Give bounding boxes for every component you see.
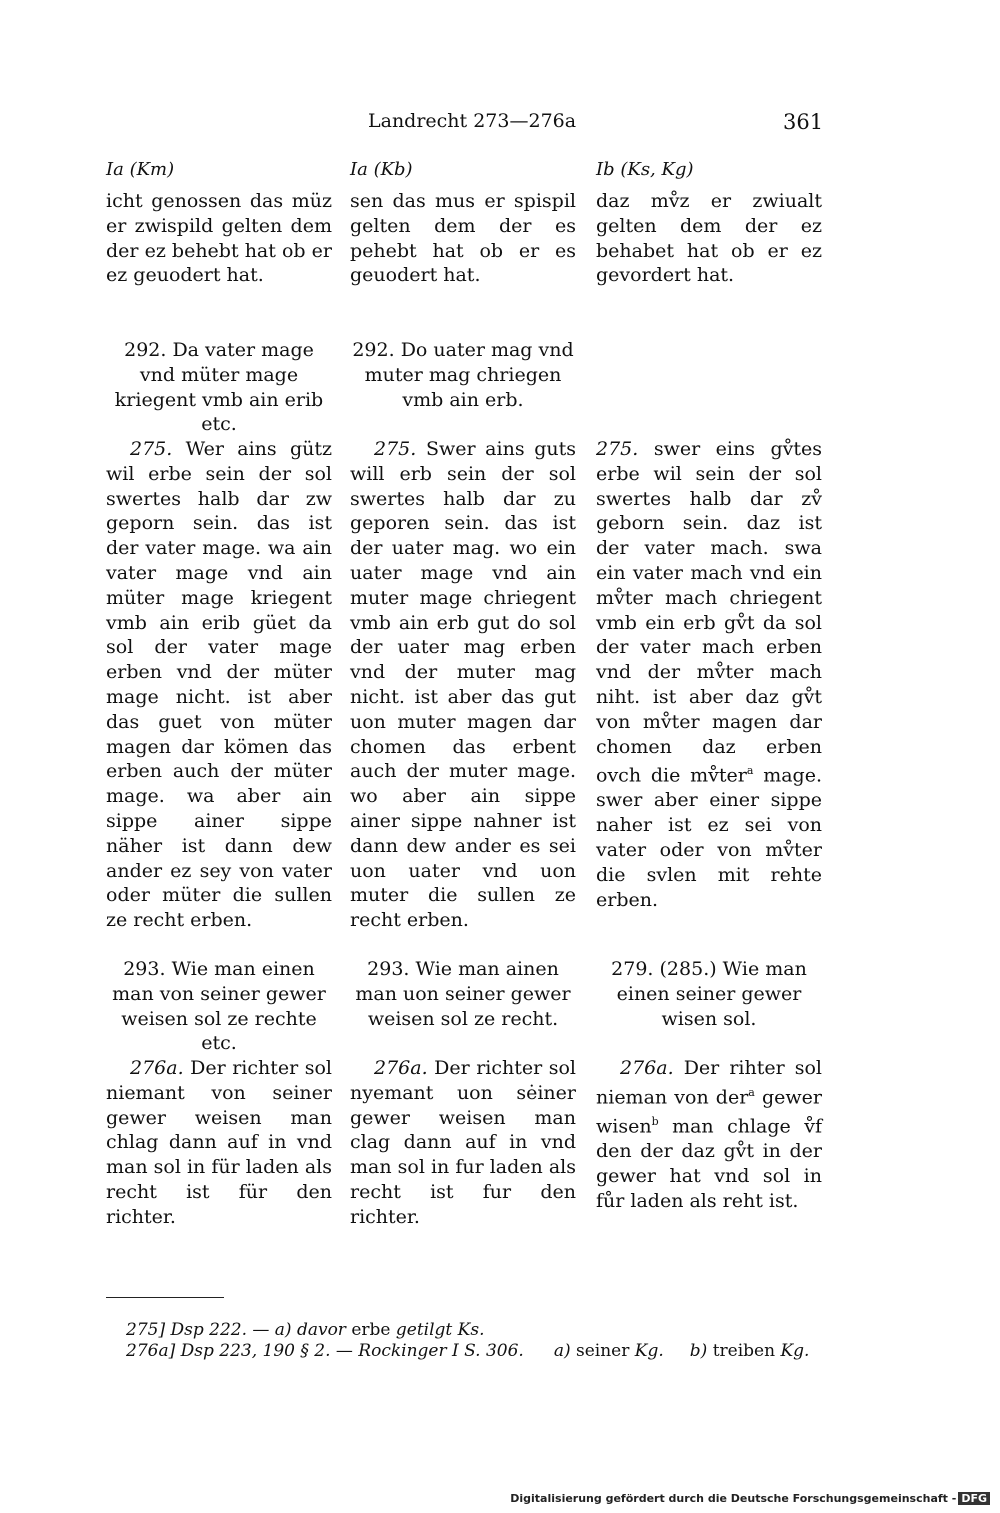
chapter-heading-292: 292. Da vater mage vnd müter mage kriegent vmb ain erib etc.	[114, 339, 324, 436]
column-siglum: Ia (Km)	[106, 159, 175, 180]
article-text: Der rihter sol nieman von der	[596, 1057, 822, 1109]
chapter-heading-293: 293. Wie man ainen man uon seiner gewer weisen sol ze recht.	[355, 958, 571, 1030]
column-siglum: Ib (Ks, Kg)	[596, 159, 694, 180]
running-header	[0, 110, 1000, 140]
dfg-logo: DFG	[958, 1492, 990, 1505]
article-number: 276a.	[130, 1057, 184, 1079]
footnote-276a: 276a] Dsp 223, 190 § 2. — Rockinger I S. 306. a) seiner Kg. b) treiben Kg.	[126, 1341, 810, 1361]
continued-text: icht genossen das müz er zwispild gelten dem der ez behebt hat ob er ez geuodert hat.	[106, 190, 332, 287]
article-text: Der richter sol nyemant uon sėiner gewer weisen man clag dann auf in vnd man sol in fur laden als recht ist fur den richter.	[350, 1057, 576, 1228]
article-number: 276a.	[374, 1057, 428, 1079]
running-title: Landrecht 273—276a	[368, 110, 577, 132]
article-text: gewer wisen	[596, 1086, 822, 1138]
continued-text: sen das mus er spispil gelten dem der es pehebt hat ob er es geuodert hat.	[350, 190, 576, 287]
article-276a	[350, 1056, 576, 1230]
article-275	[350, 437, 576, 933]
article-text: Wer ains gütz wil erbe sein der sol swertes halb dar zw geporn sein. das ist der vater mage. wa ain vater mage vnd ain müter mage kriegent vmb ain erib güet da sol der vater mage erben vnd der müter mage nicht. ist aber das guet von müter magen dar kömen das erben auch der müter mage. wa aber ain sippe ainer sippe näher ist dann dew ander ez sey von vater oder müter die sullen ze recht erben.	[106, 438, 332, 932]
footnote-275: 275] Dsp 222. — a) davor erbe getilgt Ks.	[126, 1320, 485, 1340]
article-text: man chlage v̊f den der daz gv̊t in der gewer hat vnd sol in fůr laden als reht ist.	[596, 1115, 822, 1212]
article-text: swer eins gv̊tes erbe wil sein der sol swertes halb dar zv̊ geborn sein. daz ist der vater mach. swa ein vater mach vnd ein mv̊ter mach chriegent vmb ein erb gv̊t da sol der vater mach erben vnd der mv̊ter mach niht. ist aber daz gv̊t von mv̊ter magen dar chomen daz erben ovch die mv̊ter	[596, 438, 822, 787]
article-276a	[106, 1056, 332, 1230]
article-text: Swer ains guts will erb sein der sol swertes halb dar zu geporen sein. das ist der uater mag. wo ein uater mage vnd ain muter mage chriegent vmb ain erb gut do sol der uater mag erben vnd der muter mag nicht. ist aber das gut uon muter magen dar chomen das erbent auch der muter mage. wo aber ain sippe ainer sippe nahner ist dann dew ander es sei uon uater vnd uon muter die sullen ze recht erben.	[350, 438, 576, 932]
footnote-rule	[106, 1297, 224, 1298]
footnote-marker: b	[651, 1114, 659, 1128]
chapter-heading-293: 293. Wie man einen man von seiner gewer weisen sol ze rechte etc.	[112, 958, 326, 1055]
article-number: 275.	[130, 438, 173, 460]
article-number: 275.	[374, 438, 417, 460]
chapter-heading-279: 279. (285.) Wie man einen seiner gewer wisen sol.	[611, 958, 807, 1030]
digitization-credit: Digitalisierung gefördert durch die Deutsche Forschungsgemeinschaft - DFG	[510, 1492, 990, 1505]
footnote-marker: a	[746, 764, 754, 778]
article-text: Der richter sol niemant von seiner gewer weisen man chlag dann auf in vnd man sol in für laden als recht ist für den richter.	[106, 1057, 332, 1228]
article-text-end: mage. swer aber einer sippe naher ist ez sei von vater oder von mv̊ter die svlen mit rehte erben.	[596, 764, 822, 911]
article-275	[106, 437, 332, 933]
page-number: 361	[783, 110, 824, 134]
article-number: 275.	[596, 438, 639, 460]
footnote-marker: a	[748, 1085, 755, 1099]
continued-text: daz mv̊z er zwiualt gelten dem der ez behabet hat ob er ez gevordert hat.	[596, 190, 822, 287]
chapter-heading-292: 292. Do uater mag vnd muter mag chriegen vmb ain erb.	[352, 339, 574, 411]
article-276a	[596, 1056, 822, 1213]
article-275	[596, 437, 822, 912]
column-siglum: Ia (Kb)	[350, 159, 413, 180]
article-number: 276a.	[620, 1057, 674, 1079]
